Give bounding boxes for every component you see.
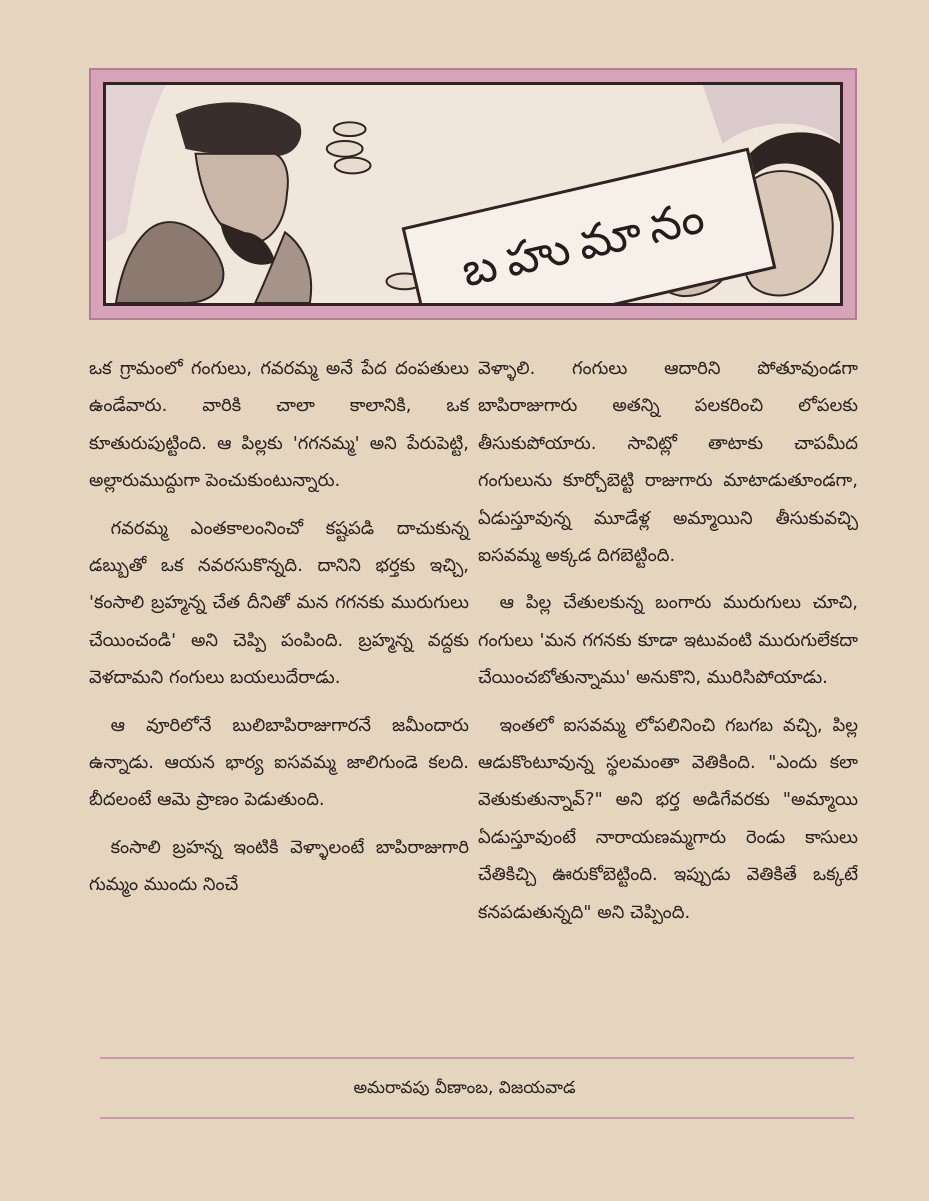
paragraph: ఆ వూరిలోనే బులిబాపిరాజుగారనే జమీందారు ఉన్నాడు. ఆయన భార్య ఐసవమ్మ జాలిగుండె కలది. బీదలంటే ఆమె ప్రాణం పెడుతుంది.	[89, 714, 469, 811]
story-title: బహుమానం	[456, 186, 719, 298]
illustration-panel	[103, 82, 843, 306]
author-credit: అమరావపు వీణాంబ, విజయవాడ	[353, 1078, 576, 1098]
paragraph: ఇంతలో ఐసవమ్మ లోపలినించి గబగబ వచ్చి, పిల్ల ఆడుకొంటూవున్న స్థలమంతా వెతికింది. "ఎందు కలా వెతుకుతున్నావ్?" అని భర్త అడిగేవరకు "అమ్మాయి ఏడుస్తూవుంటే నారాయణమ్మగారు రెండు కాసులు చేతికిచ్చి ఊరుకోబెట్టింది. ఇప్పుడు వెతికితే ఒక్కటే కనపడుతున్నది" అని చెప్పింది.	[478, 714, 858, 923]
footer-rule-top	[100, 1057, 854, 1059]
paragraph: ఆ పిల్ల చేతులకున్న బంగారు మురుగులు చూచి, గంగులు 'మన గగనకు కూడా ఇటువంటి మురుగులేకదా చేయించబోతున్నాము' అనుకొని, మురిసిపోయాడు.	[478, 592, 858, 689]
right-column	[478, 350, 858, 941]
left-column	[89, 350, 469, 914]
paragraph: గవరమ్మ ఎంతకాలంనించో కష్టపడి దాచుకున్న డబ్బుతో ఒక నవరసుకొన్నది. దానిని భర్తకు ఇచ్చి, 'కంసాలి బ్రహ్మన్న చేత దీనితో మన గగనకు మురుగులు చేయించండి' అని చెప్పి పంపింది. బ్రహ్మన్న వద్దకు వెళదామని గంగులు బయలుదేరాడు.	[89, 517, 469, 689]
paragraph: ఒక గ్రామంలో గంగులు, గవరమ్మ అనే పేద దంపతులు ఉండేవారు. వారికి చాలా కాలానికి, ఒక కూతురుపుట్టింది. ఆ పిల్లకు 'గగనమ్మ' అని పేరుపెట్టి, అల్లారుముద్దుగా పెంచుకుంటున్నారు.	[89, 358, 469, 492]
paragraph: కంసాలి బ్రహన్న ఇంటికి వెళ్ళాలంటే బాపిరాజుగారి గుమ్మం ముందు నించే	[89, 836, 469, 896]
story-header-illustration	[89, 68, 857, 320]
footer-rule-bottom	[100, 1117, 854, 1119]
paragraph: వెళ్ళాలి. గంగులు ఆదారిని పోతూవుండగా బాపిరాజుగారు అతన్ని పలకరించి లోపలకు తీసుకుపోయారు. సావిట్లో తాటాకు చాపమీద గంగులును కూర్చోబెట్టి రాజుగారు మాటాడుతూండగా, ఏడుస్తూవున్న మూడేళ్ల అమ్మాయిని తీసుకువచ్చి ఐసవమ్మ అక్కడ దిగబెట్టింది.	[478, 358, 858, 567]
